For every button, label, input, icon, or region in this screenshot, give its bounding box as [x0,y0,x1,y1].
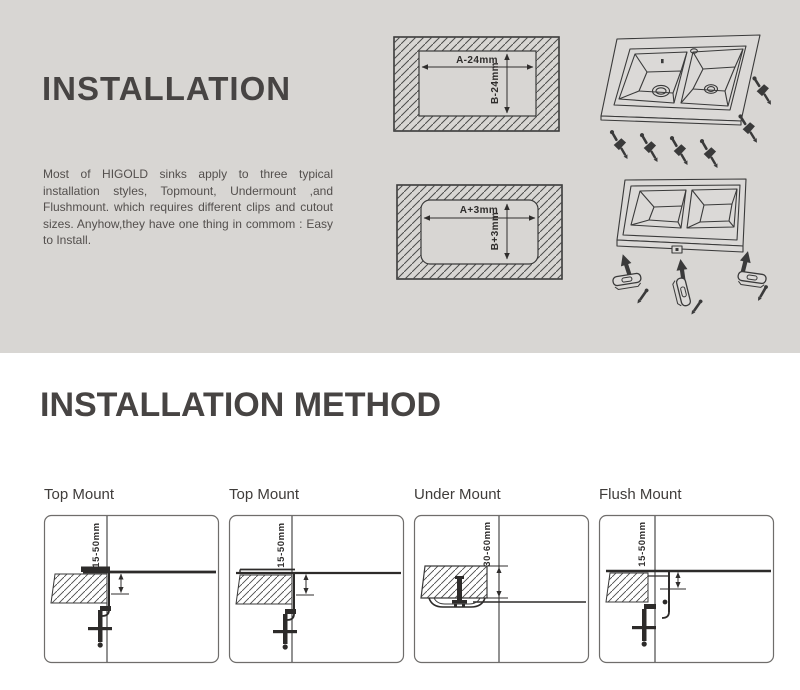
width-dimension-label: A-24mm [456,55,498,66]
height-dimension-label: B+3mm [490,211,501,251]
countertop-slab [236,575,292,604]
top-mount-flat-cross-section [228,514,405,664]
method-panel-flush-mount [598,486,775,669]
flushmount-cutout-diagram [396,184,564,282]
thickness-dimension-label: 15-50mm [91,522,102,568]
method-label: Top Mount [44,486,115,503]
method-label: Top Mount [229,486,300,503]
method-label: Flush Mount [599,486,682,503]
undermount-sink-illustration [600,166,795,316]
countertop-slab [51,574,107,603]
height-dimension-label: B-24mm [490,62,501,104]
installation-title: INSTALLATION [42,70,292,107]
width-dimension-label: A+3mm [459,205,499,216]
under-mount-cross-section [413,514,590,664]
method-panel-under-mount [413,486,590,669]
thickness-dimension-label: 30-60mm [482,521,493,567]
installation-description: Most of HIGOLD sinks apply to three typical installation styles, Topmount, Undermount ,and Flushmount. which requires different clips and cutout sizes. Anyhow,they have one thing in commom : Easy to Install. [43,167,333,248]
topmount-sink-illustration [597,25,797,173]
thickness-dimension-label: 15-50mm [637,521,648,567]
top-mount-cross-section [43,514,220,664]
method-label: Under Mount [414,486,501,503]
method-panels [43,486,775,669]
method-panel-top-mount-2 [228,486,405,669]
installation-method-title: INSTALLATION METHOD [40,386,442,424]
flush-mount-cross-section [598,514,775,664]
method-panel-top-mount-1 [43,486,220,669]
thickness-dimension-label: 15-50mm [276,522,287,568]
countertop-slab [421,566,487,598]
installation-method-section [0,353,800,690]
brand-mark [661,59,664,63]
fixing-clips [612,271,768,316]
countertop-slab [606,573,648,602]
topmount-cutout-diagram [393,36,561,134]
